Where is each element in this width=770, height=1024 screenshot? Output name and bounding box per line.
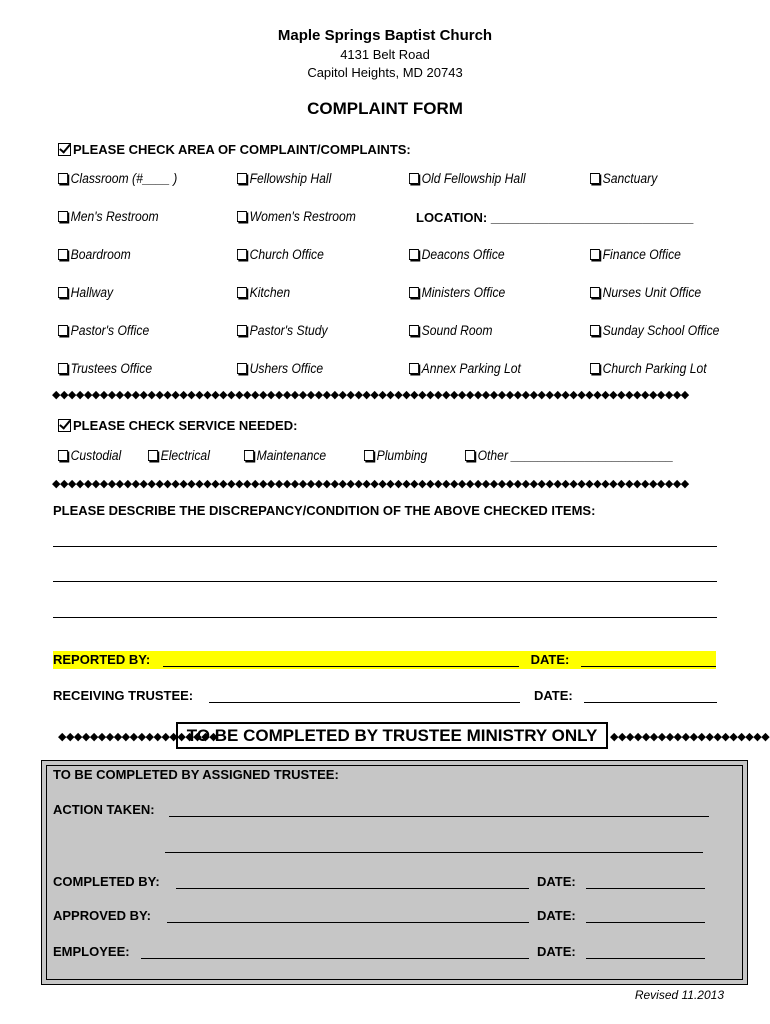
checkbox-icon[interactable] (409, 249, 419, 260)
describe-line[interactable] (53, 546, 717, 547)
area-option[interactable] (409, 171, 526, 186)
address-line-2: Capitol Heights, MD 20743 (307, 65, 463, 80)
date-label: DATE: (537, 908, 576, 923)
receiving-trustee-field[interactable] (209, 702, 520, 703)
area-option[interactable] (237, 285, 290, 300)
checkbox-icon[interactable] (58, 450, 68, 461)
area-option[interactable] (590, 323, 719, 338)
area-option[interactable] (590, 247, 681, 262)
area-option[interactable] (58, 209, 159, 224)
checkbox-icon[interactable] (590, 363, 600, 374)
area-option[interactable] (237, 361, 323, 376)
area-option-label: Pastor's Office (70, 323, 150, 338)
area-option-label: Ministers Office (421, 285, 506, 300)
checkbox-icon[interactable] (244, 450, 254, 461)
checkbox-icon[interactable] (58, 287, 68, 298)
checkbox-icon[interactable] (409, 287, 419, 298)
area-heading-text: PLEASE CHECK AREA OF COMPLAINT/COMPLAINTS: (73, 142, 411, 157)
checkbox-icon[interactable] (237, 325, 247, 336)
trustee-only-banner: TO BE COMPLETED BY TRUSTEE MINISTRY ONLY (176, 722, 608, 749)
area-option-label: Kitchen (249, 285, 291, 300)
checkbox-icon[interactable] (237, 211, 247, 222)
checkbox-icon[interactable] (58, 363, 68, 374)
service-option-label: Custodial (70, 448, 122, 463)
area-option-label: Ushers Office (249, 361, 324, 376)
area-option-label: Sunday School Office (602, 323, 720, 338)
area-option-label: Pastor's Study (249, 323, 328, 338)
action-taken-field-2[interactable] (165, 852, 703, 853)
checkbox-icon[interactable] (590, 325, 600, 336)
reported-date-field[interactable] (581, 651, 716, 669)
area-option[interactable] (58, 361, 152, 376)
reported-by-label: REPORTED BY: (53, 651, 163, 669)
approved-by-label: APPROVED BY: (53, 908, 151, 923)
checkmark-icon (58, 143, 71, 156)
service-heading-text: PLEASE CHECK SERVICE NEEDED: (73, 418, 298, 433)
service-option[interactable] (465, 448, 674, 463)
completed-by-field[interactable] (176, 888, 529, 889)
area-option[interactable] (590, 171, 657, 186)
area-option-label: Classroom (#____ ) (70, 171, 178, 186)
area-option[interactable] (590, 361, 707, 376)
area-option-label: Nurses Unit Office (602, 285, 702, 300)
receiving-trustee-label: RECEIVING TRUSTEE: (53, 688, 194, 703)
church-name: Maple Springs Baptist Church (277, 27, 493, 44)
completed-date-field[interactable] (586, 888, 705, 889)
checkmark-icon (58, 419, 71, 432)
service-option-label: Other ________________________ (477, 448, 674, 463)
checkbox-icon[interactable] (58, 211, 68, 222)
area-option-label: Finance Office (602, 247, 681, 262)
describe-line[interactable] (53, 617, 717, 618)
diamond-divider-left: ◆◆◆◆◆◆◆◆◆◆◆◆◆◆◆◆◆◆◆◆ (58, 731, 218, 743)
date-label: DATE: (534, 688, 573, 703)
area-option[interactable] (409, 285, 505, 300)
area-option[interactable] (237, 247, 324, 262)
area-option-label: Fellowship Hall (249, 171, 332, 186)
diamond-divider-right: ◆◆◆◆◆◆◆◆◆◆◆◆◆◆◆◆◆◆◆◆ (610, 731, 770, 743)
address-line-1: 4131 Belt Road (340, 47, 430, 62)
area-option[interactable] (237, 209, 356, 224)
service-option[interactable] (364, 448, 427, 463)
area-option[interactable] (58, 171, 177, 186)
service-option[interactable] (58, 448, 121, 463)
area-option-label: Men's Restroom (70, 209, 159, 224)
trustee-box-heading: TO BE COMPLETED BY ASSIGNED TRUSTEE: (53, 767, 339, 782)
checkbox-icon[interactable] (237, 287, 247, 298)
area-option-label: Hallway (70, 285, 114, 300)
checkbox-icon[interactable] (590, 173, 600, 184)
completed-by-label: COMPLETED BY: (53, 874, 160, 889)
area-option-label: Annex Parking Lot (421, 361, 521, 376)
area-option-label: Old Fellowship Hall (421, 171, 526, 186)
checkbox-icon[interactable] (58, 325, 68, 336)
service-heading (58, 418, 297, 433)
checkbox-icon[interactable] (590, 249, 600, 260)
area-option-label: Sound Room (421, 323, 493, 338)
area-option-label: Trustees Office (70, 361, 153, 376)
action-taken-field[interactable] (169, 816, 709, 817)
checkbox-icon[interactable] (237, 173, 247, 184)
area-option-label: Sanctuary (602, 171, 658, 186)
checkbox-icon[interactable] (409, 325, 419, 336)
diamond-divider: ◆◆◆◆◆◆◆◆◆◆◆◆◆◆◆◆◆◆◆◆◆◆◆◆◆◆◆◆◆◆◆◆◆◆◆◆◆◆◆◆◆◆◆◆◆◆◆◆◆◆◆◆◆◆◆◆◆◆◆◆◆◆◆◆◆◆◆◆◆◆◆◆◆◆◆◆◆◆◆◆ (52, 478, 689, 490)
date-label: DATE: (537, 874, 576, 889)
form-title: COMPLAINT FORM (307, 99, 463, 118)
describe-line[interactable] (53, 581, 717, 582)
approved-by-field[interactable] (167, 922, 529, 923)
checkbox-icon[interactable] (58, 249, 68, 260)
employee-date-field[interactable] (586, 958, 705, 959)
describe-label: PLEASE DESCRIBE THE DISCREPANCY/CONDITION OF THE ABOVE CHECKED ITEMS: (53, 503, 596, 518)
area-option[interactable] (237, 323, 328, 338)
area-option[interactable] (409, 323, 493, 338)
receiving-date-field[interactable] (584, 702, 717, 703)
checkbox-icon[interactable] (409, 363, 419, 374)
checkbox-icon[interactable] (590, 287, 600, 298)
area-option[interactable] (58, 247, 131, 262)
revised-note: Revised 11.2013 (634, 988, 724, 1002)
diamond-divider: ◆◆◆◆◆◆◆◆◆◆◆◆◆◆◆◆◆◆◆◆◆◆◆◆◆◆◆◆◆◆◆◆◆◆◆◆◆◆◆◆◆◆◆◆◆◆◆◆◆◆◆◆◆◆◆◆◆◆◆◆◆◆◆◆◆◆◆◆◆◆◆◆◆◆◆◆◆◆◆◆ (52, 389, 689, 401)
service-option-label: Maintenance (256, 448, 327, 463)
approved-date-field[interactable] (586, 922, 705, 923)
checkbox-icon[interactable] (364, 450, 374, 461)
service-option[interactable] (148, 448, 210, 463)
area-option[interactable] (590, 285, 701, 300)
employee-field[interactable] (141, 958, 529, 959)
area-option[interactable] (409, 247, 505, 262)
checkbox-icon[interactable] (148, 450, 158, 461)
checkbox-icon[interactable] (237, 363, 247, 374)
area-option-label: Church Office (249, 247, 324, 262)
area-option-label: Deacons Office (421, 247, 505, 262)
area-heading (58, 142, 411, 157)
action-taken-label: ACTION TAKEN: (53, 802, 155, 817)
area-option[interactable] (237, 171, 331, 186)
trustee-box-inner (46, 765, 743, 980)
area-option[interactable] (58, 323, 149, 338)
area-option[interactable] (58, 285, 113, 300)
service-option-label: Electrical (160, 448, 210, 463)
employee-label: EMPLOYEE: (53, 944, 130, 959)
date-label: DATE: (537, 944, 576, 959)
checkbox-icon[interactable] (465, 450, 475, 461)
area-option-label: Women's Restroom (249, 209, 356, 224)
checkbox-icon[interactable] (58, 173, 68, 184)
checkbox-icon[interactable] (409, 173, 419, 184)
service-option-label: Plumbing (376, 448, 428, 463)
service-option[interactable] (244, 448, 326, 463)
area-option[interactable] (409, 361, 521, 376)
reported-by-field[interactable] (163, 651, 519, 669)
location-field[interactable]: LOCATION: ____________________________ (416, 210, 694, 225)
area-option-label: Church Parking Lot (602, 361, 707, 376)
checkbox-icon[interactable] (237, 249, 247, 260)
date-label: DATE: (519, 651, 581, 669)
area-option-label: Boardroom (70, 247, 131, 262)
